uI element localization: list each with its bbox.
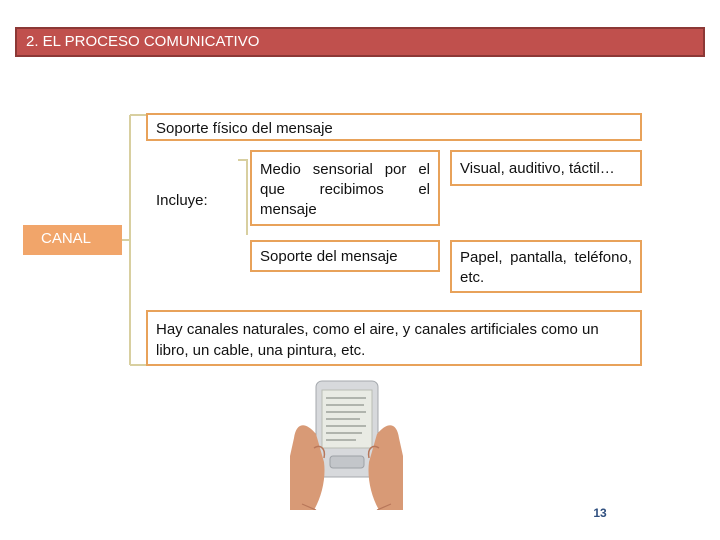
item-sensory-medium: Medio sensorial por el que recibimos el mensaje [250,150,440,226]
slide-title: 2. EL PROCESO COMUNICATIVO [15,27,705,57]
e-reader-image [290,378,403,510]
page-number: 13 [593,506,607,520]
channels-note: Hay canales naturales, como el aire, y canales artificiales como un libro, un cable, una pintura, etc. [146,310,642,366]
canal-node: CANAL [23,225,122,255]
includes-label: Incluye: [146,188,236,214]
item-sensory-examples: Visual, auditivo, táctil… [450,150,642,186]
item-message-support: Soporte del mensaje [250,240,440,272]
definition-box: Soporte físico del mensaje [146,113,642,141]
item-support-examples: Papel, pantalla, teléfono, etc. [450,240,642,293]
